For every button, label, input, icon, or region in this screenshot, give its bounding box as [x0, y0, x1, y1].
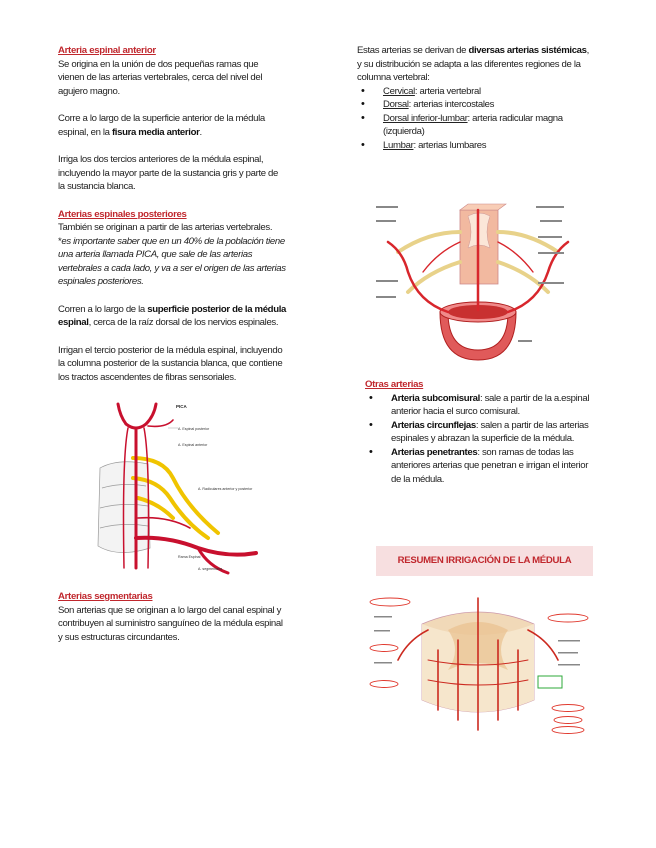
spinal-cord-block [460, 204, 506, 284]
otras-list [365, 392, 593, 487]
highlight-box [538, 676, 562, 688]
region-item-dorsal: • Dorsal: arterias intercostales [357, 98, 593, 112]
right-intro: Estas arterias se derivan de diversas arterias sistémicas, y su distribución se adapta a las diferentes regiones de la columna vertebral: [357, 45, 589, 83]
right-column [357, 44, 593, 152]
figure-spinal-cord-section [368, 192, 580, 362]
heading-segmentarias: Arterias segmentarias [58, 591, 153, 602]
otras-arterias-section [365, 378, 593, 486]
figure-spinal-arteries [78, 398, 258, 576]
anterior-p2: Corre a lo largo de la superficie anterior de la médula espinal, en la fisura media anterior. [58, 113, 265, 138]
summary-banner [376, 546, 593, 576]
heading-posterior: Arterias espinales posteriores [58, 208, 187, 220]
region-item-dorsal-lumbar: • Dorsal inferior-lumbar: arteria radicular magna (izquierda) [357, 112, 593, 139]
arteries-right [388, 210, 568, 312]
left-column [58, 44, 286, 644]
label-a-segmentaria: A. segmentaria [198, 567, 223, 571]
label-rama-espinal: Rama Espinal [178, 555, 201, 559]
spinal-arteries-illustration [78, 398, 258, 576]
otras-item-circunflejas: • Arterias circunflejas: salen a partir de las arterias espinales y abrazan la superficie de la médula. [365, 419, 593, 446]
anterior-p3: Irriga los dos tercios anteriores de la médula espinal, incluyendo la mayor parte de la sustancia gris y parte de la sustancia blanca. [58, 154, 279, 192]
heading-otras: Otras arterias [365, 379, 424, 390]
otras-item-penetrantes: • Arterias penetrantes: son ramas de todas las anteriores arterias que penetran e irrigan el interior de la médula. [365, 446, 593, 487]
otras-item-subcomisural: • Arteria subcomisural: sale a partir de la a.espinal anterior hacia el surco comisural. [365, 392, 593, 419]
label-a-espinal-posterior: A. Espinal posterior [178, 427, 210, 431]
heading-anterior: Arteria espinal anterior [58, 45, 156, 56]
anterior-p1: Se origina en la unión de dos pequeñas ramas que vienen de las arterias vertebrales, cerca del nivel del agujero magno. [58, 58, 263, 97]
posterior-p2: Corren a lo largo de la superficie posterior de la médula espinal, cerca de la raíz dorsal de los nervios espinales. [58, 303, 287, 328]
segmentarias-p1: Son arterias que se originan a lo largo del canal espinal y contribuyen al suministro sanguíneo de la médula espinal y sus estructuras circundantes. [58, 604, 283, 643]
region-list [357, 85, 593, 153]
summary-title: RESUMEN IRRIGACIÓN DE LA MÉDULA [397, 555, 572, 567]
label-a-radiculares: A. Radiculares anterior y posterior [198, 487, 253, 491]
label-a-espinal-anterior: A. Espinal anterior [178, 443, 208, 447]
posterior-p3: Irrigan el tercio posterior de la médula espinal, incluyendo la columna posterior de la sustancia blanca, que contiene los tractos ascendentes de fibras sensoriales. [58, 344, 283, 383]
summary-cord-illustration [368, 590, 590, 738]
label-pica: PICA [176, 404, 187, 409]
region-item-cervical: • Cervical: arteria vertebral [357, 85, 593, 99]
region-item-lumbar: • Lumbar: arterias lumbares [357, 139, 593, 153]
posterior-p1: También se originan a partir de las arterias vertebrales. *es importante saber que en un 40% de la población tiene una arteria llamada PICA, que sale de las arterias vertebrales a cada lado, y va a ser el origen de las arterias espinales posteriores. [58, 222, 286, 287]
figure-summary-cord [368, 590, 590, 738]
spinal-cord-section-illustration [368, 192, 580, 362]
